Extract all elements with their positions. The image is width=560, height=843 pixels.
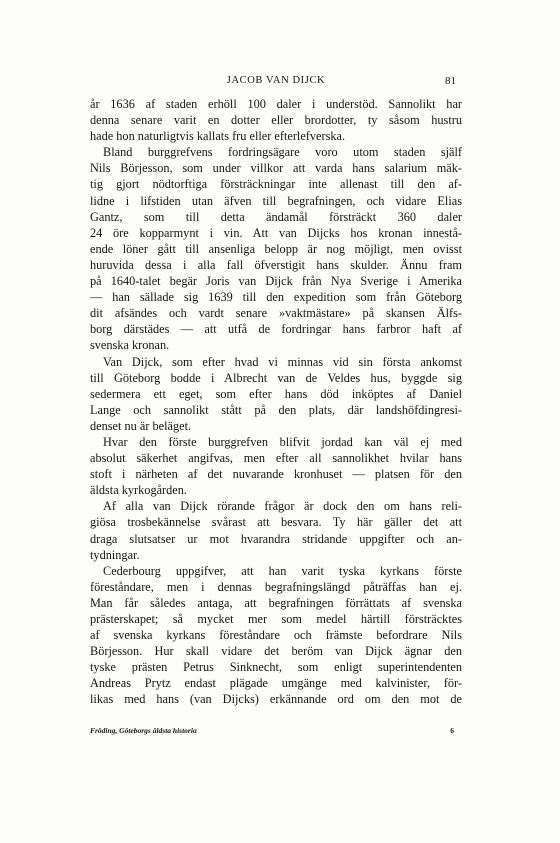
text-line: tydningar.: [90, 547, 140, 562]
body-text: [90, 96, 462, 708]
text-line: borg därstädes — att utfå de fordringar hans farbror haft af: [90, 322, 462, 337]
text-line: tyske prästen Petrus Sinknecht, som enligt superintendenten: [90, 660, 462, 675]
text-line: Nils Börjesson, som under villkor att varda hans salarium mäk-: [90, 161, 462, 176]
text-line: stoft i närheten af det nuvarande kronhuset — platsen för den: [90, 467, 462, 482]
running-title: JACOB VAN DIJCK: [226, 75, 326, 86]
text-line: Cederbourg uppgifver, att han varit tyska kyrkans förste: [103, 563, 462, 578]
text-line: föreståndare, men i dennas begrafningslängd påträffas han ej.: [90, 579, 462, 594]
text-line: äldsta kyrkogården.: [90, 483, 187, 498]
footer-signature: Fröding, Göteborgs äldsta historia: [90, 726, 197, 735]
page-number: 81: [445, 75, 456, 87]
text-line: tig gjort nödtorftiga försträckningar inte allenast till den af-: [90, 177, 462, 192]
text-line: på 1640-talet begär Joris van Dijck från Nya Sverige i Amerika: [90, 274, 462, 289]
text-line: absolut säkerhet angifvas, men efter all sannolikhet hvilar hans: [90, 451, 462, 466]
text-line: denset nu är beläget.: [90, 418, 192, 433]
text-line: Van Dijck, som efter hvad vi minnas vid sin första ankomst: [103, 354, 462, 369]
text-line: dit afsändes och vardt senare »vaktmästare» på skansen Älfs-: [90, 306, 462, 321]
text-line: denna senare varit en dotter eller brordotter, ty såsom hustru: [90, 113, 462, 128]
text-line: draga slutsatser ur mot hvarandra stridande uppgifter och an-: [90, 531, 462, 546]
text-line: Man får således antaga, att begrafningen förrättats af svenska: [90, 595, 462, 610]
text-line: af svenska kyrkans föreståndare och främste befordrare Nils: [90, 628, 462, 643]
text-line: Bland burggrefvens fordringsägare voro utom staden själf: [103, 145, 462, 160]
text-line: hade hon naturligtvis kallats fru eller efterlefverska.: [90, 129, 346, 144]
text-line: Börjesson. Hur skall vidare det beröm van Dijck ägnar den: [90, 644, 462, 659]
text-line: giösa trosbekännelse svårast att besvara. Ty här gäller det att: [90, 515, 462, 530]
sheet-number: 6: [450, 726, 454, 735]
page-header: [90, 75, 462, 91]
text-line: ende löner gått till ansenliga belopp är nog möjligt, men ovisst: [90, 241, 462, 256]
text-line: till Göteborg bodde i Albrecht van de Veldes hus, byggde sig: [90, 370, 462, 385]
text-line: lidne i lifstiden utan äfven till begrafningen, och vidare Elias: [90, 193, 462, 208]
text-line: år 1636 af staden erhöll 100 daler i understöd. Sannolikt har: [90, 97, 462, 111]
text-line: — han sällade sig 1639 till den expedition som från Göteborg: [90, 290, 462, 305]
text-line: 24 öre kopparmynt i vin. Att van Dijcks hos kronan innestå-: [90, 225, 462, 240]
text-line: svenska kronan.: [90, 338, 170, 353]
text-line: prästerskapet; så mycket mer som medel härtill försträcktes: [90, 612, 462, 626]
text-line: sedermera ett eget, som efter hans död inköptes af Daniel: [90, 386, 462, 401]
page-footer: [90, 726, 462, 738]
text-line: Hvar den förste burggrefven blifvit jordad kan väl ej med: [103, 434, 462, 449]
text-line: Gantz, som till detta ändamål försträckt 360 daler: [90, 209, 462, 224]
text-line: huruvida dessa i alla fall öfverstigit hans skulder. Ännu fram: [90, 257, 462, 272]
text-line: likas med hans (van Dijcks) erkännande ord om den mot de: [90, 692, 462, 707]
text-line: Andreas Prytz endast plägade umgänge med kalvinister, för-: [90, 676, 462, 691]
text-line: Af alla van Dijck rörande frågor är dock den om hans reli-: [103, 499, 462, 514]
text-line: Lange och sannolikt stått på den plats, där landshöfdingresi-: [90, 402, 462, 417]
